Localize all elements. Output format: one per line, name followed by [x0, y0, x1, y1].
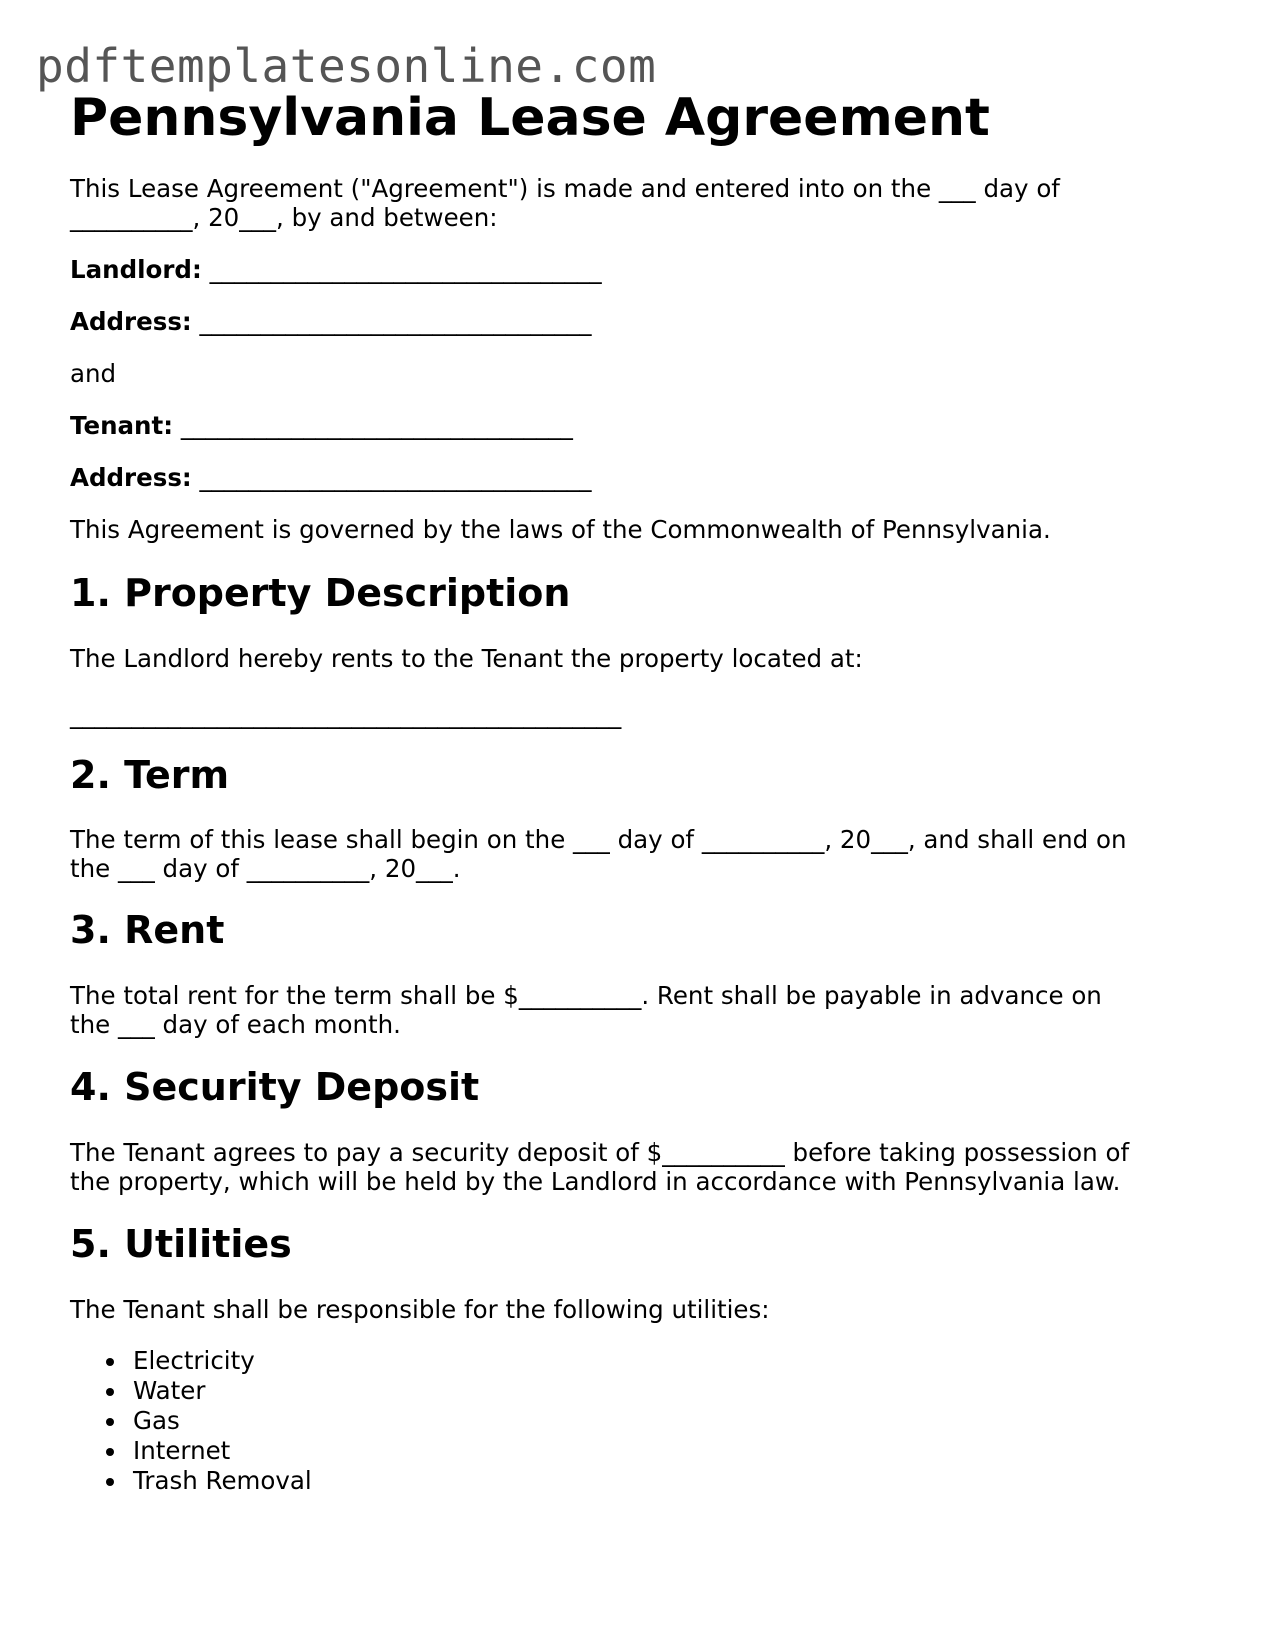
tenant-address-label: Address:	[70, 463, 192, 492]
section-utilities-heading: 5. Utilities	[70, 1222, 292, 1266]
tenant-address-blank: ________________________________	[199, 463, 592, 492]
tenant-line	[70, 411, 1220, 440]
section-term-heading: 2. Term	[70, 753, 230, 797]
section-deposit-heading: 4. Security Deposit	[70, 1065, 480, 1109]
landlord-blank: ________________________________	[209, 255, 602, 284]
list-item: Water	[106, 1376, 312, 1406]
property-address-blank: _____________________________________________	[70, 700, 622, 729]
governing-law-text: This Agreement is governed by the laws of the Commonwealth of Pennsylvania.	[70, 515, 1051, 544]
section-property-text: The Landlord hereby rents to the Tenant the property located at:	[70, 644, 863, 673]
tenant-address-line	[70, 463, 1220, 492]
utilities-list	[106, 1346, 312, 1496]
list-item: Trash Removal	[106, 1466, 312, 1496]
landlord-line	[70, 255, 1220, 284]
section-term-text: The term of this lease shall begin on the ___ day of __________, 20___, and shall end on the ___ day of __________, 20___.	[70, 825, 1127, 883]
landlord-address-line	[70, 307, 1220, 336]
document-title: Pennsylvania Lease Agreement	[70, 88, 990, 148]
list-item: Gas	[106, 1406, 312, 1436]
section-utilities-text: The Tenant shall be responsible for the following utilities:	[70, 1295, 770, 1324]
list-item: Internet	[106, 1436, 312, 1466]
landlord-label: Landlord:	[70, 255, 202, 284]
tenant-label: Tenant:	[70, 411, 174, 440]
tenant-blank: ________________________________	[180, 411, 573, 440]
watermark: pdftemplatesonline.com	[36, 39, 657, 93]
section-rent-text: The total rent for the term shall be $__________. Rent shall be payable in advance on the ___ day of each month.	[70, 981, 1102, 1039]
and-text: and	[70, 359, 117, 388]
section-rent-heading: 3. Rent	[70, 908, 225, 952]
landlord-address-blank: ________________________________	[199, 307, 592, 336]
intro-paragraph: This Lease Agreement ("Agreement") is made and entered into on the ___ day of __________, 20___, by and between:	[70, 174, 1060, 232]
section-property-heading: 1. Property Description	[70, 571, 571, 615]
section-deposit-text: The Tenant agrees to pay a security deposit of $__________ before taking possession of the property, which will be held by the Landlord in accordance with Pennsylvania law.	[70, 1138, 1130, 1196]
landlord-address-label: Address:	[70, 307, 192, 336]
list-item: Electricity	[106, 1346, 312, 1376]
